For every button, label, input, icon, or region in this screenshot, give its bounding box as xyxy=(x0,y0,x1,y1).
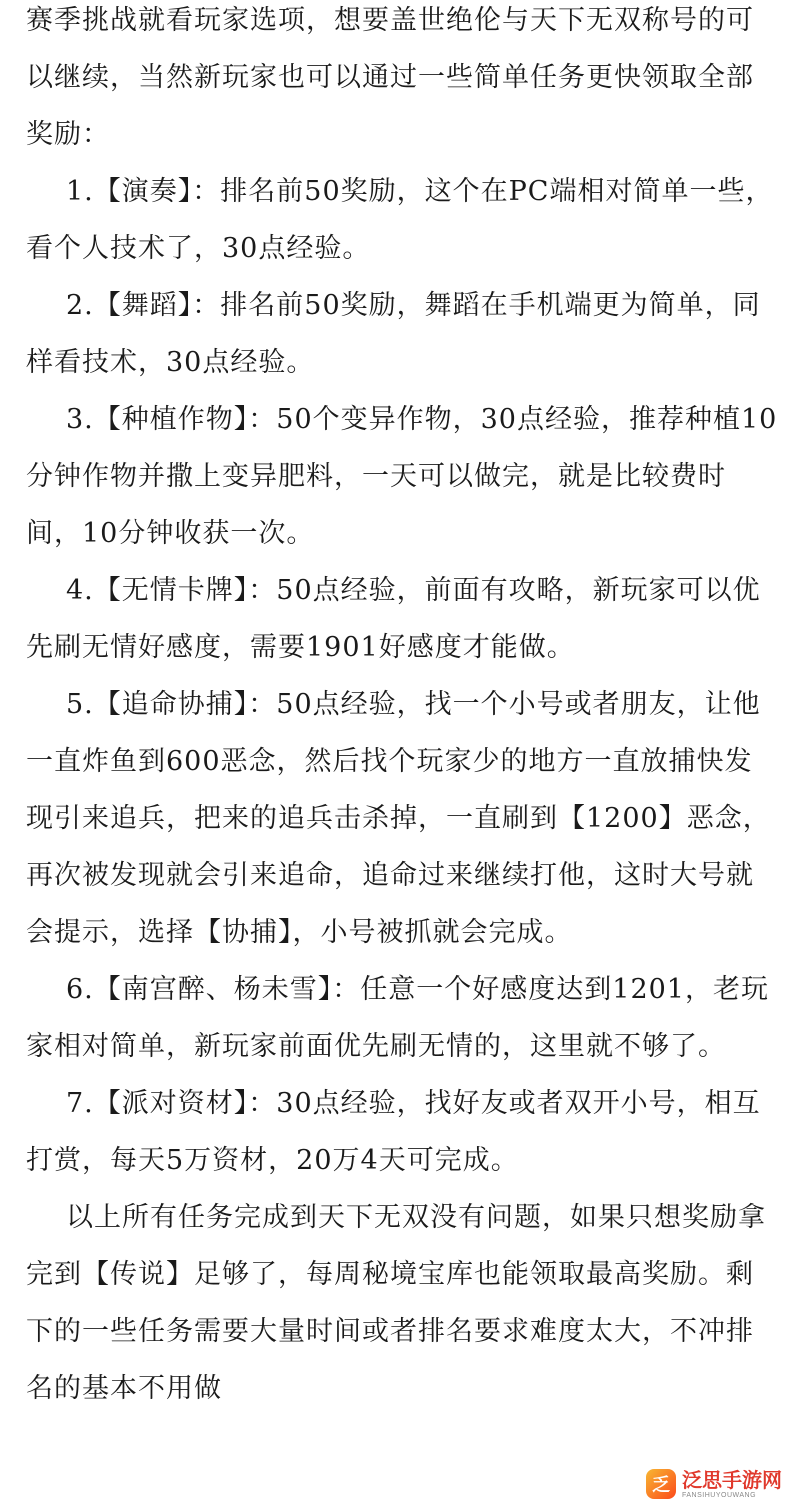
task-item-1: 1.【演奏】：排名前50奖励，这个在PC端相对简单一些，看个人技术了，30点经验。 xyxy=(26,176,774,264)
task-item-6: 6.【南宫醉、杨未雪】：任意一个好感度达到1201，老玩家相对简单，新玩家前面优先刷无情的，这里就不够了。 xyxy=(26,974,769,1062)
outro-paragraph: 以上所有任务完成到天下无双没有问题，如果只想奖励拿完到【传说】足够了，每周秘境宝库也能领取最高奖励。剩下的一些任务需要大量时间或者排名要求难度太大，不冲排名的基本不用做 xyxy=(26,1202,766,1404)
task-item-3: 3.【种植作物】：50个变异作物，30点经验，推荐种植10分钟作物并撒上变异肥料，一天可以做完，就是比较费时间，10分钟收获一次。 xyxy=(26,404,778,549)
task-item-7: 7.【派对资材】：30点经验，找好友或者双开小号，相互打赏，每天5万资材，20万4天可完成。 xyxy=(26,1088,761,1176)
site-watermark xyxy=(638,1465,790,1503)
intro-paragraph: 赛季挑战就看玩家选项，想要盖世绝伦与天下无双称号的可以继续，当然新玩家也可以通过一些简单任务更快领取全部奖励： xyxy=(26,5,754,150)
task-item-5: 5.【追命协捕】：50点经验，找一个小号或者朋友，让他一直炸鱼到600恶念，然后找个玩家少的地方一直放捕快发现引来追兵，把来的追兵击杀掉，一直刷到【1200】恶念，再次被发现就会引来追命，追命过来继续打他，这时大号就会提示，选择【协捕】，小号被抓就会完成。 xyxy=(26,689,771,948)
watermark-subtitle: FANSIHUYOUWANG xyxy=(682,1491,757,1499)
watermark-title: 泛思手游网 xyxy=(682,1467,782,1492)
task-item-4: 4.【无情卡牌】：50点经验，前面有攻略，新玩家可以优先刷无情好感度，需要1901好感度才能做。 xyxy=(26,575,761,663)
watermark-text xyxy=(682,1467,782,1499)
task-item-2: 2.【舞蹈】：排名前50奖励，舞蹈在手机端更为简单，同样看技术，30点经验。 xyxy=(26,290,761,378)
article-body xyxy=(26,0,778,1417)
site-logo-icon: 乏 xyxy=(646,1469,676,1499)
